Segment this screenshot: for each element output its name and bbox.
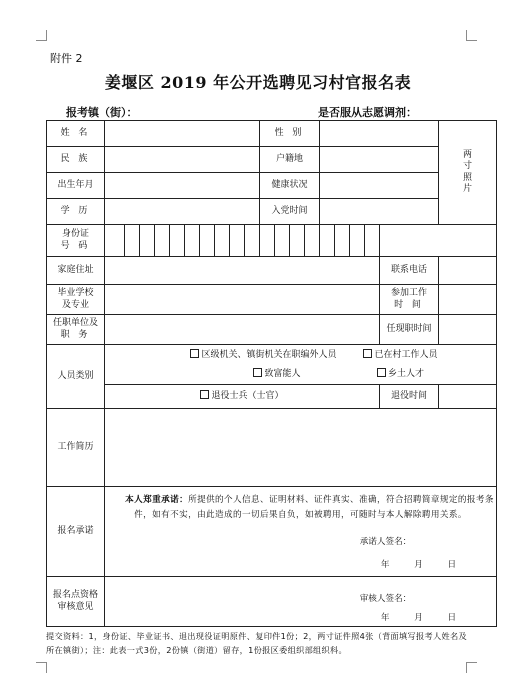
photo-char: 照: [462, 172, 472, 183]
id-digit-cell[interactable]: [365, 225, 380, 257]
photo-char: 寸: [462, 161, 472, 172]
resume-value[interactable]: [105, 409, 497, 487]
category-options: [105, 345, 497, 385]
address-value[interactable]: [105, 257, 380, 285]
id-digit-cell[interactable]: [215, 225, 230, 257]
review-area: [105, 577, 497, 627]
pledge-date[interactable]: 年 月 日: [380, 559, 457, 570]
photo-box[interactable]: [439, 121, 497, 225]
category-option-label: 乡土人才: [387, 368, 424, 379]
discharge-time-label: 退役时间: [380, 385, 439, 409]
pledge-heading: 本人郑重承诺：: [125, 494, 189, 505]
adjustment-label: 是否服从志愿调剂：: [318, 106, 417, 119]
category-option-label: 区级机关、镇街机关在职编外人员: [201, 350, 337, 361]
applied-town-label: 报考镇（街）：: [66, 106, 138, 119]
name-label: 姓 名: [47, 121, 105, 147]
pledge-body: 所提供的个人信息、证明材料、证件真实、准确，符合招聘简章规定的报考条件，如有不实，由此造成的一切后果自负，如被聘用，可随时与本人解除聘用关系。: [134, 494, 494, 520]
corner-mark: [466, 30, 477, 41]
footnote: 提交资料：1，身份证、毕业证书、退出现役证明原件、复印件1份；2，两寸证件照4张（背面填写报考人姓名及所在镇街）；注：此表一式3份，2份镇（街道）留存，1份报区委组织部组织科。: [46, 631, 467, 655]
checkbox-icon[interactable]: [377, 368, 386, 377]
work-start-label-line: 参加工作: [390, 288, 427, 299]
school-label-line: 及专业: [61, 299, 89, 310]
review-signature-label[interactable]: 审核人签名：: [359, 593, 412, 604]
registration-form: [46, 120, 497, 627]
id-digit-cell[interactable]: [185, 225, 200, 257]
category-label: 人员类别: [47, 345, 105, 409]
checkbox-icon[interactable]: [253, 368, 262, 377]
household-label: 户籍地: [260, 147, 320, 173]
category-option[interactable]: [177, 368, 377, 380]
pledge-label: 报名承诺: [47, 487, 105, 577]
category-option-label: 退役士兵（士官）: [211, 391, 284, 402]
page-title: 姜堰区 2019 年公开选聘见习村官报名表: [104, 73, 412, 92]
current-post-time-value[interactable]: [439, 315, 497, 345]
id-digit-cell[interactable]: [320, 225, 335, 257]
employer-label-line: 职 务: [60, 329, 91, 340]
resume-label: 工作简历: [47, 409, 105, 487]
employer-label-line: 任职单位及: [52, 318, 98, 329]
gender-label: 性 别: [260, 121, 320, 147]
category-option[interactable]: [163, 349, 363, 361]
id-digit-cell[interactable]: [200, 225, 215, 257]
birth-value[interactable]: [105, 173, 260, 199]
review-date[interactable]: 年 月 日: [380, 612, 457, 623]
employer-label: [47, 315, 105, 345]
name-value[interactable]: [105, 121, 260, 147]
id-digit-cell[interactable]: [260, 225, 275, 257]
id-digit-cell[interactable]: [155, 225, 170, 257]
address-label: 家庭住址: [47, 257, 105, 285]
id-digit-cell[interactable]: [305, 225, 320, 257]
gender-value[interactable]: [320, 121, 439, 147]
work-start-value[interactable]: [439, 285, 497, 315]
birth-label: 出生年月: [47, 173, 105, 199]
work-start-label-line: 时 间: [394, 299, 424, 310]
category-option-label: 已在村工作人员: [374, 350, 438, 361]
id-digit-cell[interactable]: [245, 225, 260, 257]
category-row: [107, 368, 494, 380]
education-value[interactable]: [105, 199, 260, 225]
pledge-area: [105, 487, 497, 577]
education-label: 学 历: [47, 199, 105, 225]
work-start-label: [380, 285, 439, 315]
discharge-time-value[interactable]: [439, 385, 497, 409]
party-date-label: 入党时间: [260, 199, 320, 225]
category-option[interactable]: [363, 350, 437, 360]
id-number-label-line: 身份证: [61, 229, 89, 240]
pledge-signature-label[interactable]: 承诺人签名：: [359, 536, 412, 547]
health-value[interactable]: [320, 173, 439, 199]
id-digit-cell[interactable]: [350, 225, 365, 257]
id-digit-cell[interactable]: [290, 225, 305, 257]
review-label-line: 报名点资格: [52, 590, 98, 601]
ethnicity-value[interactable]: [105, 147, 260, 173]
checkbox-icon[interactable]: [190, 349, 199, 358]
school-value[interactable]: [105, 285, 380, 315]
corner-mark: [36, 662, 47, 673]
category-row: [107, 349, 494, 361]
review-label-line: 审核意见: [57, 601, 94, 612]
review-label: [47, 577, 105, 627]
id-digit-cell[interactable]: [140, 225, 155, 257]
corner-mark: [466, 662, 477, 673]
category-option[interactable]: [105, 385, 380, 409]
corner-mark: [36, 30, 47, 41]
id-digit-cell[interactable]: [275, 225, 290, 257]
id-digit-cell[interactable]: [125, 225, 140, 257]
party-date-value[interactable]: [320, 199, 439, 225]
photo-char: 两: [462, 150, 472, 160]
current-post-time-label: 任现职时间: [380, 315, 439, 345]
id-digit-cell[interactable]: [230, 225, 245, 257]
id-digit-cell[interactable]: [170, 225, 185, 257]
id-digit-cell[interactable]: [105, 225, 125, 257]
school-label: [47, 285, 105, 315]
id-digit-cell[interactable]: [335, 225, 350, 257]
employer-value[interactable]: [105, 315, 380, 345]
ethnicity-label: 民 族: [47, 147, 105, 173]
school-label-line: 毕业学校: [57, 288, 94, 299]
phone-value[interactable]: [439, 257, 497, 285]
pledge-text: [107, 493, 494, 523]
phone-label: 联系电话: [380, 257, 439, 285]
category-option-label: 致富能人: [264, 368, 301, 379]
id-blank-area: [380, 225, 497, 257]
annex-label: 附件 2: [50, 52, 83, 65]
checkbox-icon[interactable]: [200, 390, 209, 399]
checkbox-icon[interactable]: [363, 349, 372, 358]
health-label: 健康状况: [260, 173, 320, 199]
category-option[interactable]: [377, 369, 424, 379]
id-number-label-line: 号 码: [60, 240, 91, 251]
photo-char: 片: [462, 183, 472, 194]
id-number-label: [47, 225, 105, 257]
household-value[interactable]: [320, 147, 439, 173]
